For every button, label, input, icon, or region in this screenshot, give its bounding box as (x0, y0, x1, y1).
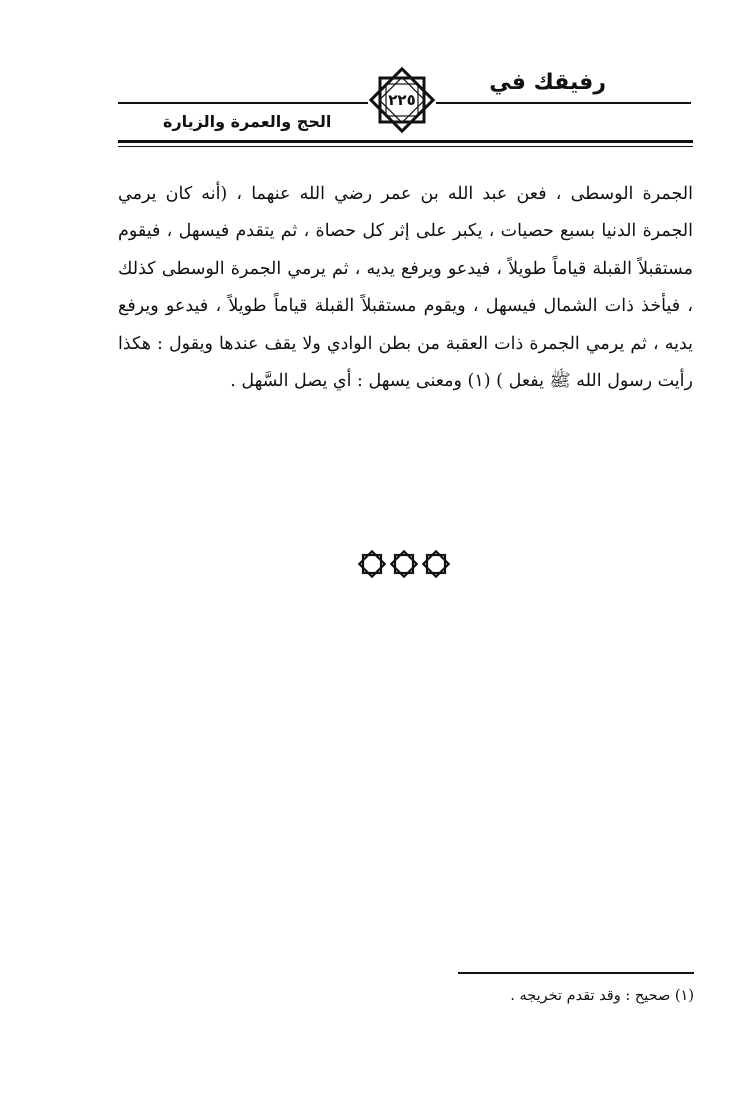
book-title: رفيقك في (489, 70, 606, 95)
book-subtitle: الحج والعمرة والزيارة (163, 112, 332, 131)
main-text (118, 176, 693, 400)
section-ornament (354, 548, 454, 580)
star-ornament-icon (423, 551, 448, 576)
body-paragraph: الجمرة الوسطى ، فعن عبد الله بن عمر رضي الله عنهما ، (أنه كان يرمي الجمرة الدنيا بسبع حصيات ، يكبر على إثر كل حصاة ، ثم يتقدم فيسهل ، فيقوم مستقبلاً القبلة قياماً طويلاً ، فيدعو ويرفع يديه ، ثم يرمي الجمرة الوسطى كذلك ، فيأخذ ذات الشمال فيسهل ، ويقوم مستقبلاً القبلة قياماً طويلاً ، فيدعو ويرفع يديه ، ثم يرمي الجمرة ذات العقبة من بطن الوادي ولا يقف عندها ويقول : هكذا رأيت رسول الله ﷺ يفعل ) (١) ومعنى يسهل : أي يصل السَّهل . (118, 184, 693, 392)
header-rule-thin (118, 146, 693, 147)
star-ornament-icon (391, 551, 416, 576)
header-rule-thick (118, 140, 693, 143)
page-number-badge (366, 64, 438, 136)
header-rule-right (436, 102, 691, 104)
star-ornament-icon (359, 551, 384, 576)
footnote: (١) صحيح : وقد تقدم تخريجه . (510, 988, 694, 1004)
header-rule-left (118, 102, 368, 104)
footnote-separator (458, 972, 694, 974)
page-number: ٢٢٥ (388, 91, 416, 109)
